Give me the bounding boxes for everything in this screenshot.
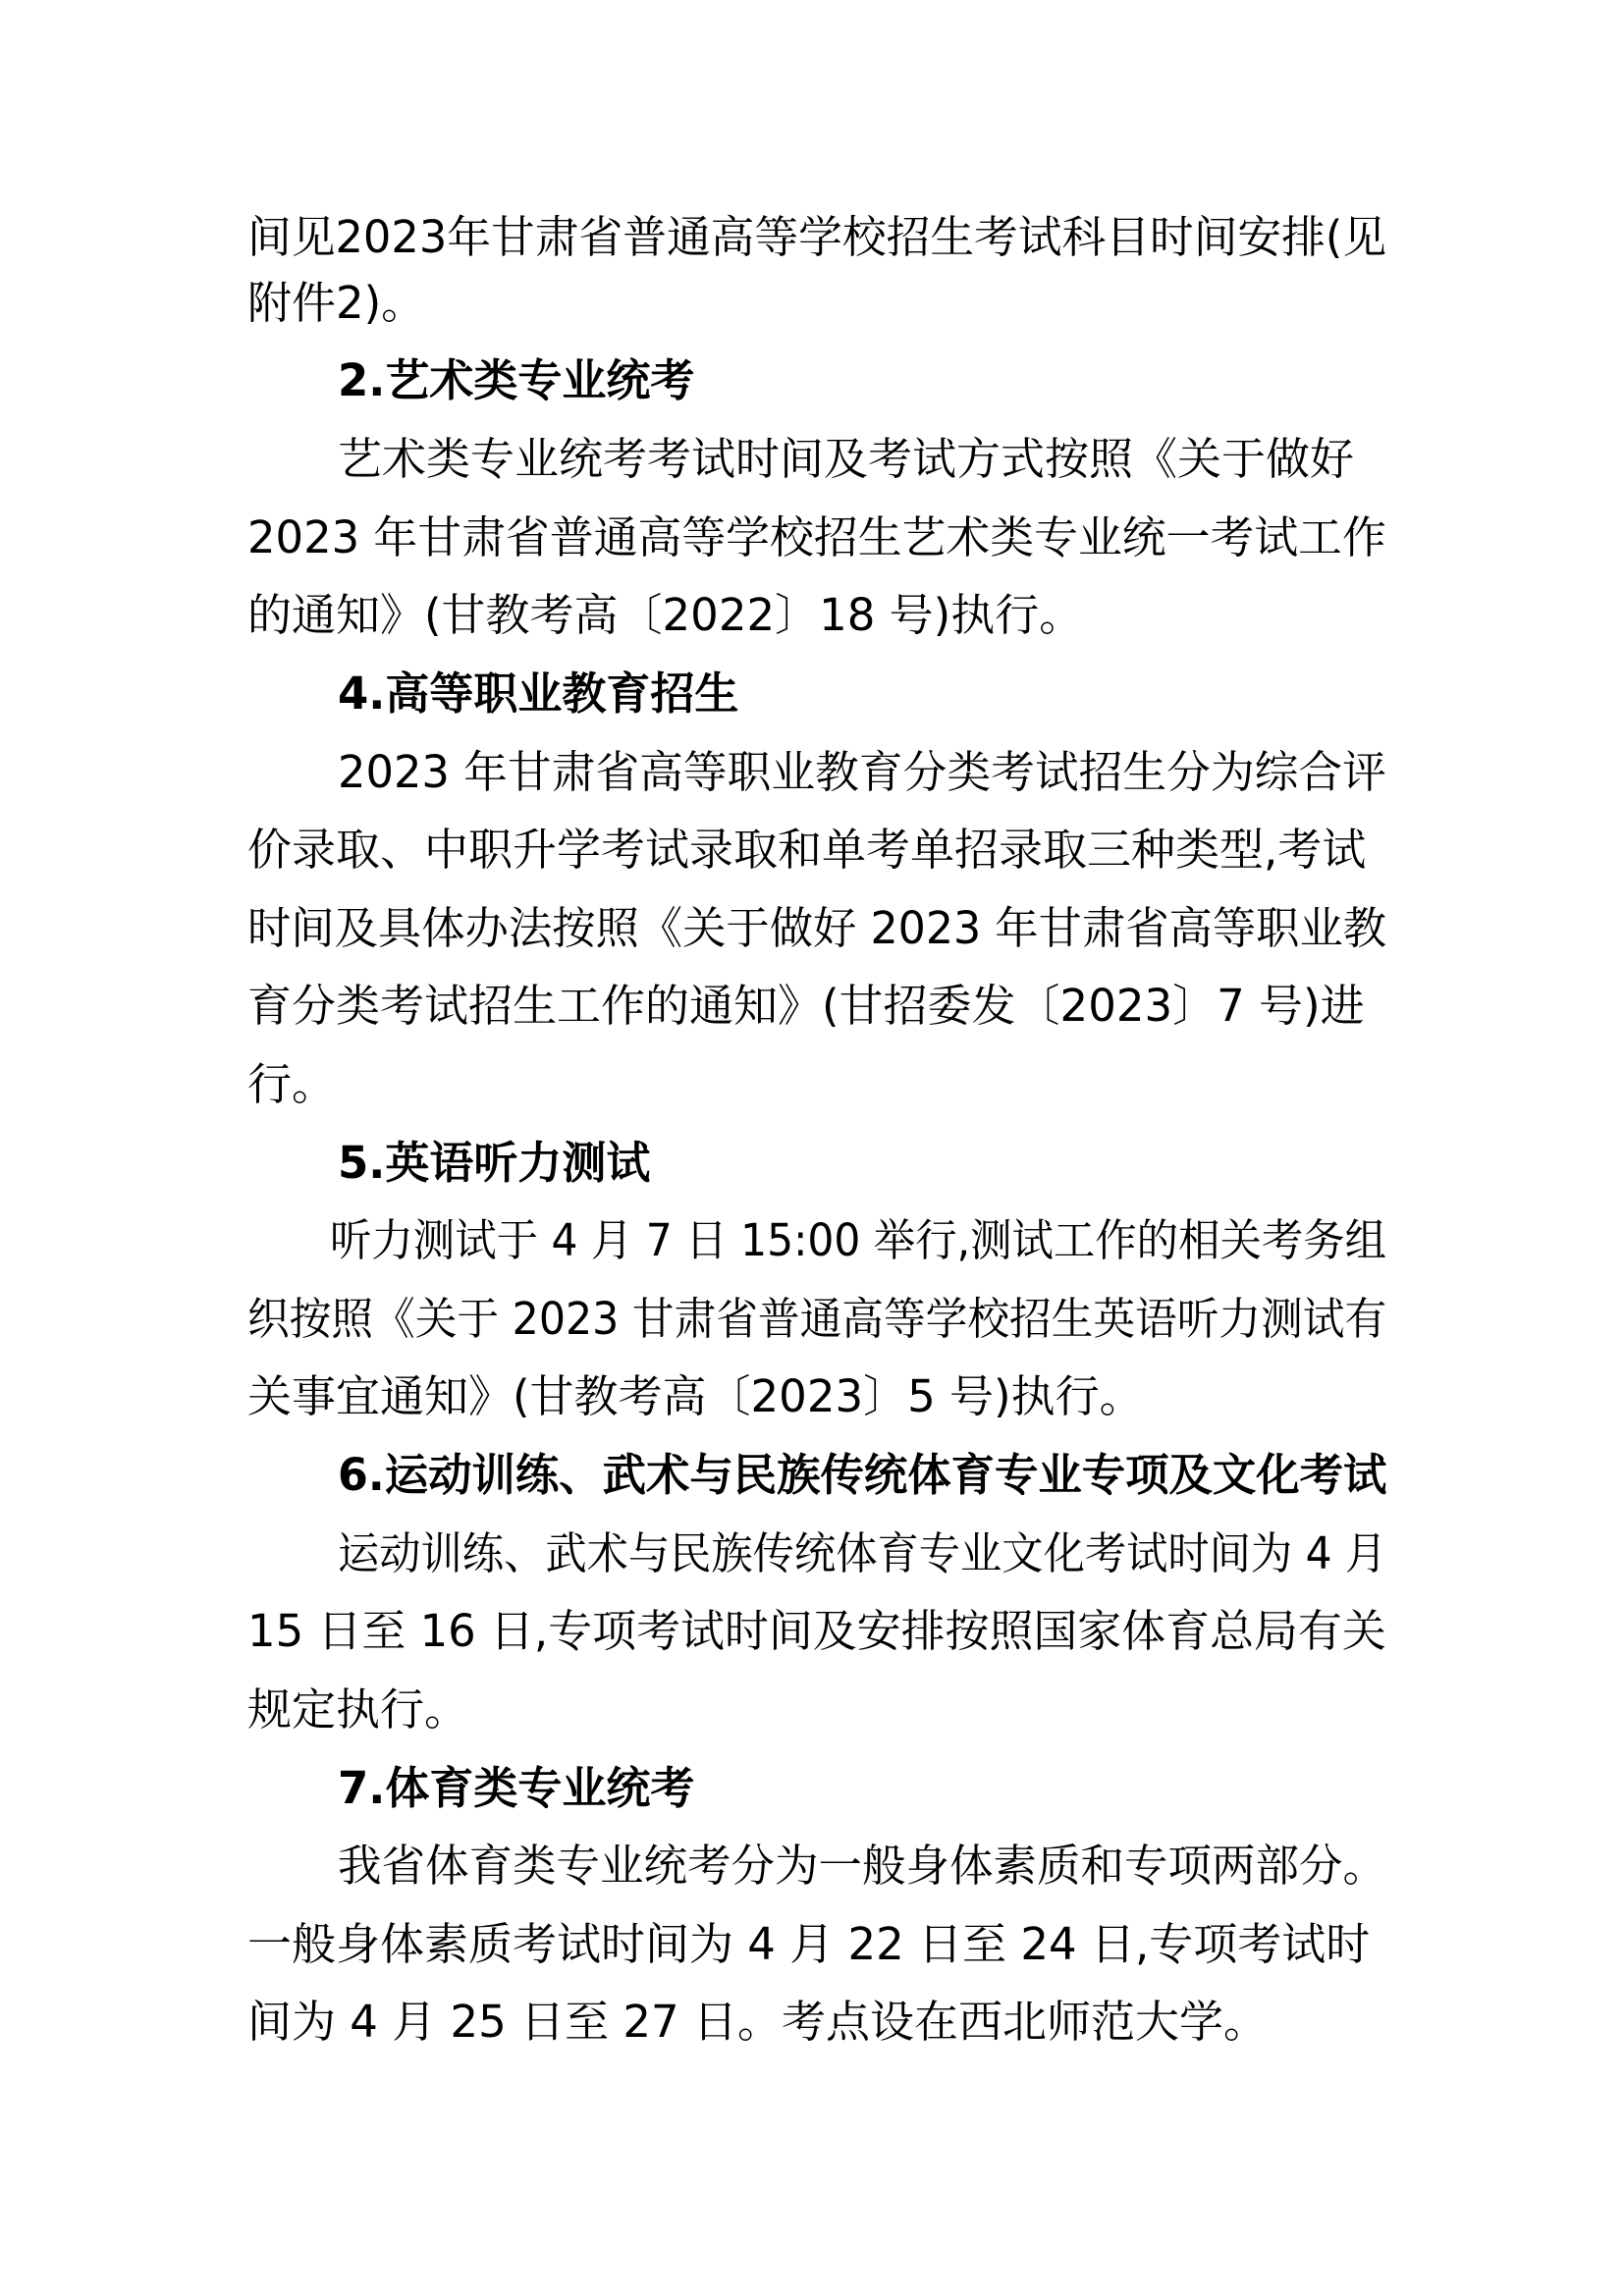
text-line: 运动训练、武术与民族传统体育专业文化考试时间为 4 月 xyxy=(338,1527,1387,1579)
text-line: 我省体育类专业统考分为一般身体素质和专项两部分。 xyxy=(338,1840,1387,1892)
section-heading-pe: 7.体育类专业统考 xyxy=(338,1762,695,1814)
section-heading-vocational: 4.高等职业教育招生 xyxy=(338,667,739,720)
text-line: 2023 年甘肃省高等职业教育分类考试招生分为综合评 xyxy=(338,746,1386,798)
text-line: 行。 xyxy=(247,1058,337,1110)
text-line: 的通知》(甘教考高〔2022〕18 号)执行。 xyxy=(247,589,1084,641)
section-heading-art: 2.艺术类专业统考 xyxy=(338,354,695,406)
section-heading-english-listening: 5.英语听力测试 xyxy=(338,1137,651,1189)
text-line: 织按照《关于 2023 甘肃省普通高等学校招生英语听力测试有 xyxy=(247,1293,1387,1345)
text-line: 关事宜通知》(甘教考高〔2023〕5 号)执行。 xyxy=(247,1370,1144,1422)
text-line: 2023 年甘肃省普通高等学校招生艺术类专业统一考试工作 xyxy=(247,511,1386,563)
text-line: 附件2)。 xyxy=(247,277,426,329)
text-line: 艺术类专业统考考试时间及考试方式按照《关于做好 xyxy=(338,433,1355,485)
text-line: 规定执行。 xyxy=(247,1683,469,1735)
text-line: 一般身体素质考试时间为 4 月 22 日至 24 日,专项考试时 xyxy=(247,1918,1371,1970)
text-line: 育分类考试招生工作的通知》(甘招委发〔2023〕7 号)进 xyxy=(247,980,1365,1032)
text-line: 间见2023年甘肃省普通高等学校招生考试科目时间安排(见 xyxy=(247,211,1387,263)
text-line: 时间及具体办法按照《关于做好 2023 年甘肃省高等职业教 xyxy=(247,902,1387,954)
section-heading-sports-training: 6.运动训练、武术与民族传统体育专业专项及文化考试 xyxy=(338,1449,1387,1501)
text-line: 间为 4 月 25 日至 27 日。考点设在西北师范大学。 xyxy=(247,1996,1268,2048)
text-line: 价录取、中职升学考试录取和单考单招录取三种类型,考试 xyxy=(247,824,1367,876)
text-line: 15 日至 16 日,专项考试时间及安排按照国家体育总局有关 xyxy=(247,1605,1386,1657)
text-line: 听力测试于 4 月 7 日 15:00 举行,测试工作的相关考务组 xyxy=(330,1214,1387,1266)
